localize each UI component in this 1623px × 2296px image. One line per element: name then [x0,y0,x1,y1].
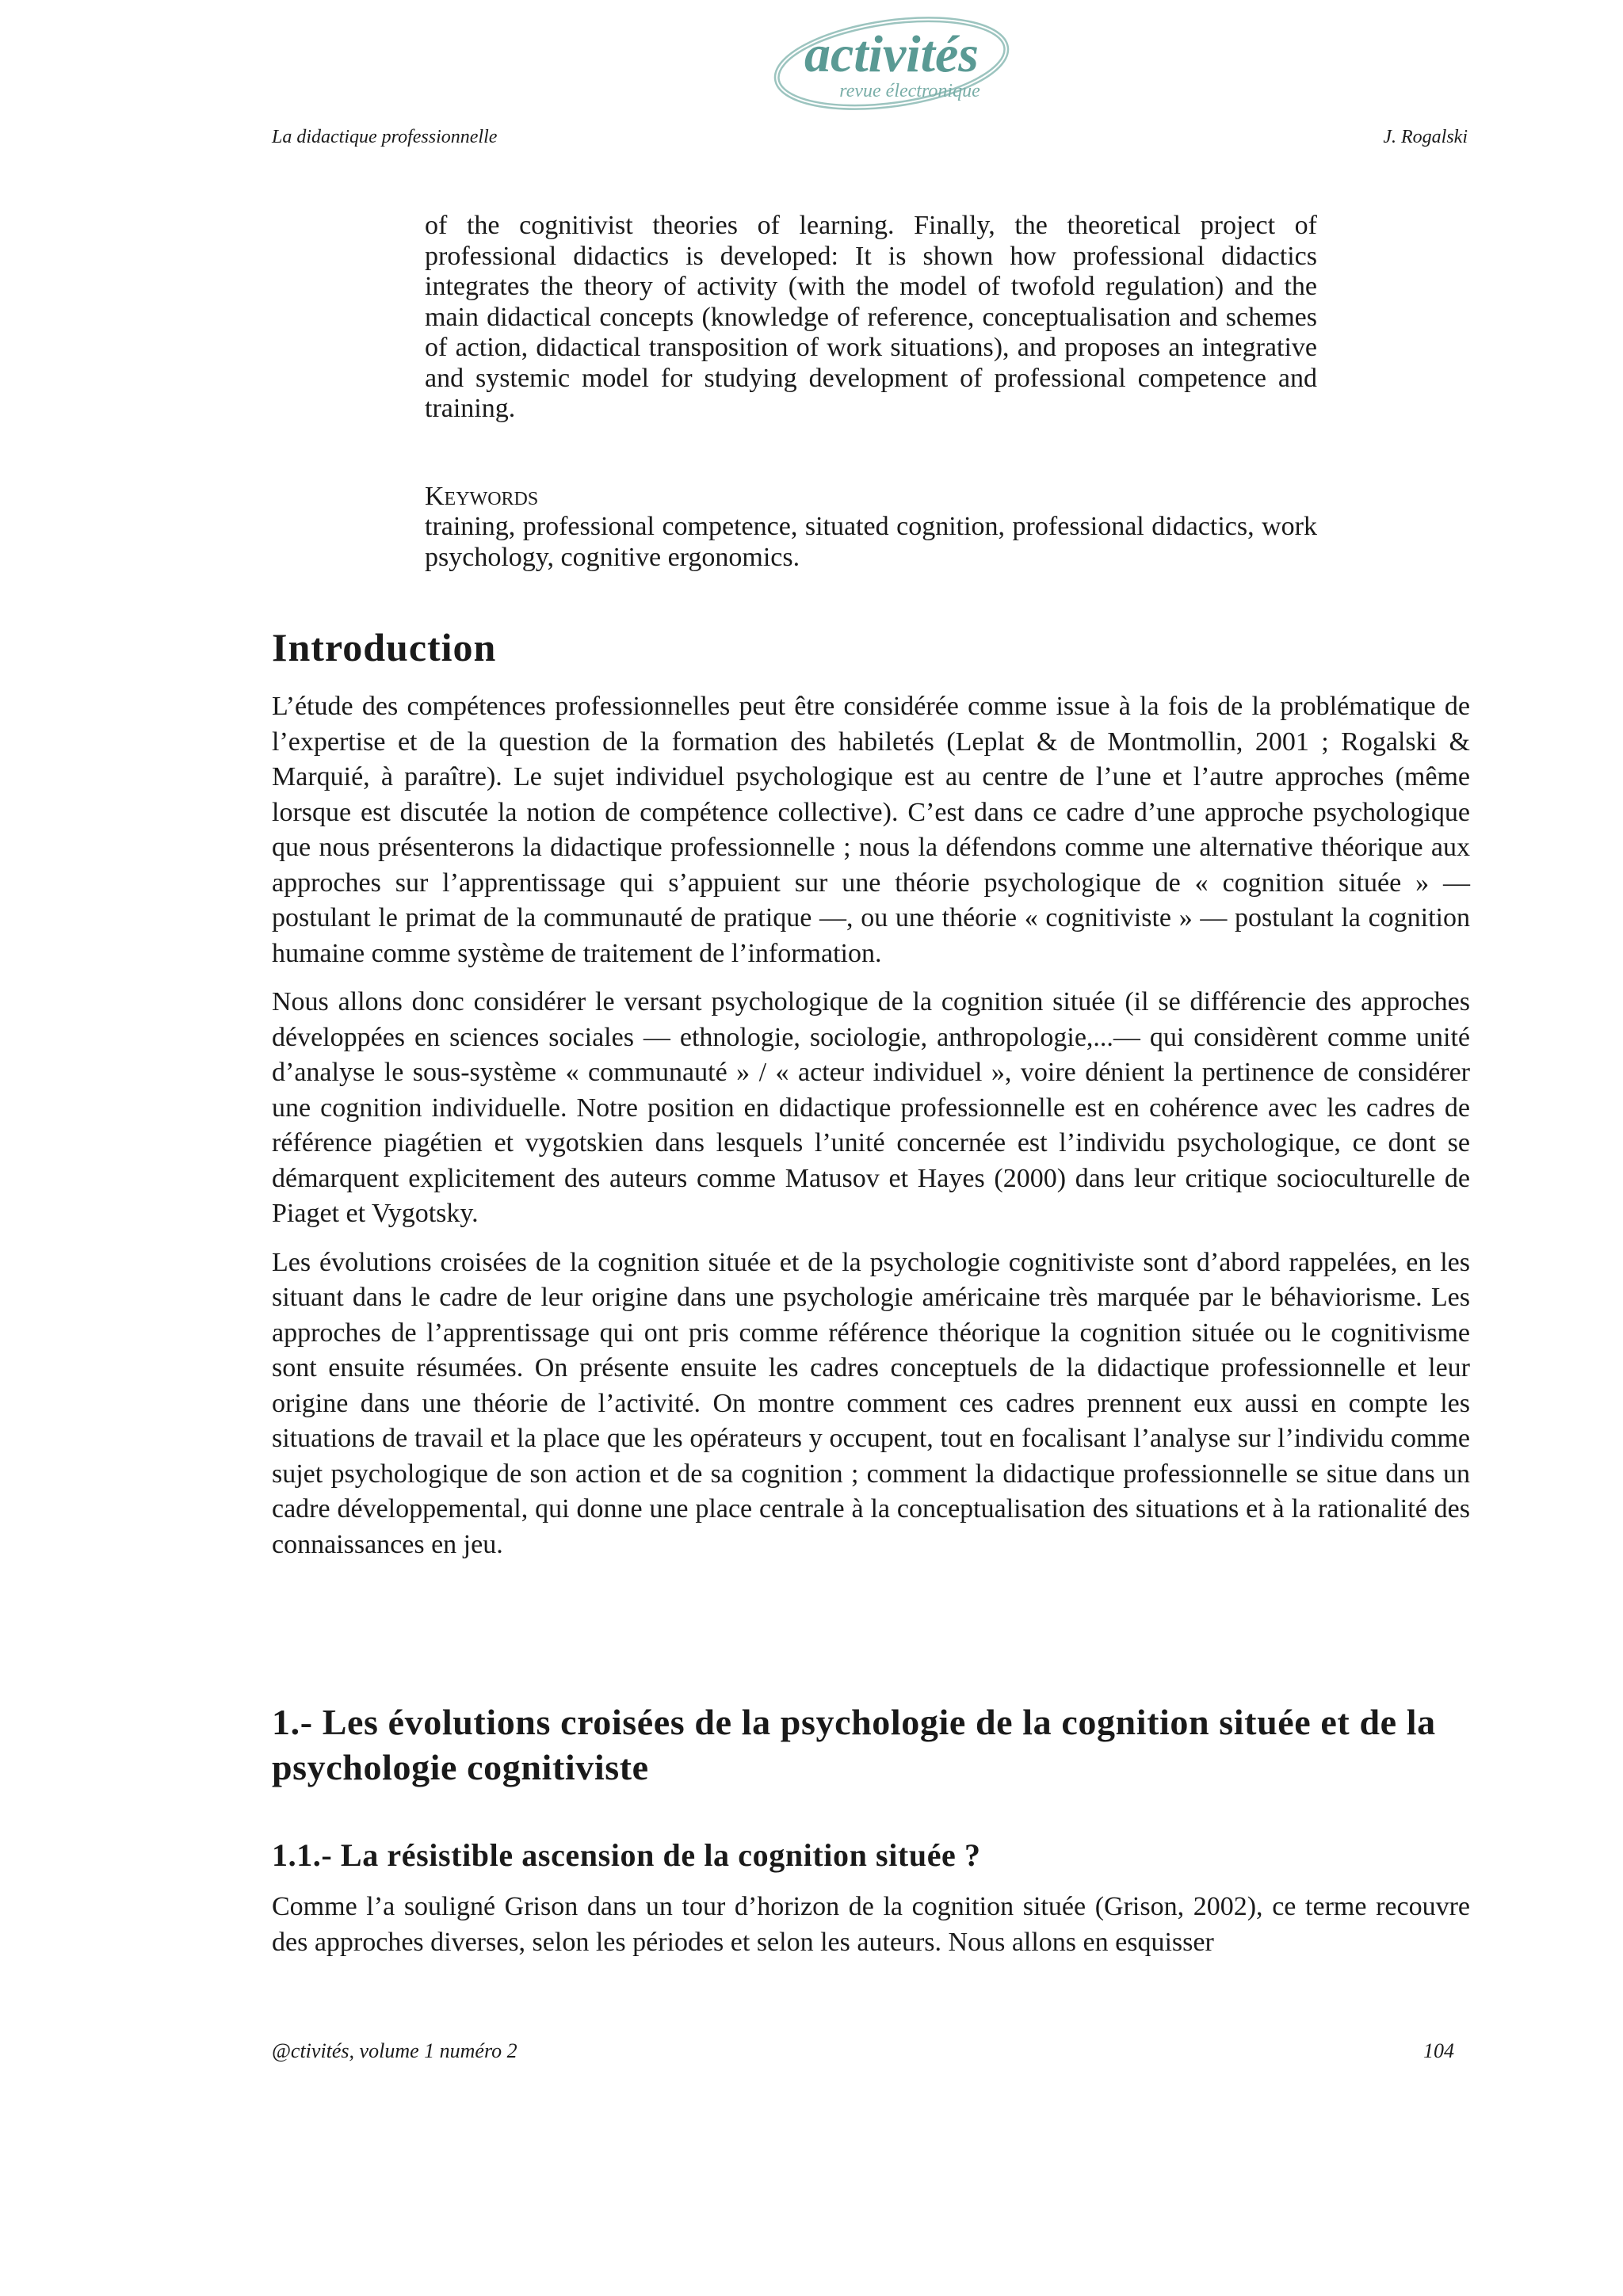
page-number: 104 [1423,2039,1454,2062]
section-heading: 1.- Les évolutions croisées de la psychologie de la cognition située et de la psychologie cognitiviste [272,1702,1436,1787]
logo-word: activités [804,25,979,83]
logo-graphic [769,14,1014,117]
introduction-body [272,689,1470,1576]
paragraph: Nous allons donc considérer le versant psychologique de la cognition située (il se différencie des approches développées en sciences sociales — ethnologie, sociologie, anthropologie,...— qui considèrent comme unité d’analyse le sous-système « communauté » / « acteur individuel », voire dénient la pertinence de considérer une cognition individuelle. Notre position en didactique professionnelle est en cohérence avec les cadres de référence piagétien et vygotskien dans lesquels l’unité concernée est l’individu psychologique, ce dont se démarquent explicitement des auteurs comme Matusov et Hayes (2000) dans leur critique socioculturelle de Piaget et Vygotsky. [272,987,1470,1228]
introduction-heading: Introduction [272,625,497,669]
journal-logo [769,14,1014,117]
paragraph: Comme l’a souligné Grison dans un tour d’horizon de la cognition située (Grison, 2002), ce terme recouvre des approches diverses, selon les périodes et selon les auteurs. Nous allons en esquisser [272,1892,1470,1957]
keywords-title: Keywords [425,482,539,511]
logo-subtitle: revue électronique [839,81,980,101]
keywords-list: training, professional competence, situated cognition, professional didactics, work psychology, cognitive ergonomics. [425,512,1317,572]
paragraph: Les évolutions croisées de la cognition située et de la psychologie cognitiviste sont d’abord rappelées, en les situant dans le cadre de leur origine dans une psychologie américaine très marquée par le béhaviorisme. Les approches de l’apprentissage qui ont pris comme référence théorique la cognition située ou le cognitivisme sont ensuite résumées. On présente ensuite les cadres conceptuels de la didactique professionnelle et leur origine dans une théorie de l’activité. On montre comment ces cadres prennent eux aussi en compte les situations de travail et la place que les opérateurs y occupent, tout en focalisant l’analyse sur l’individu comme sujet psychologique de son action et de sa cognition ; comment la didactique professionnelle se situe dans un cadre développemental, qui donne une place centrale à la conceptualisation des situations et à la rationalité des connaissances en jeu. [272,1247,1470,1559]
running-header-title: La didactique professionnelle [272,127,498,147]
footer-journal: @ctivités, volume 1 numéro 2 [272,2039,517,2062]
paragraph: L’étude des compétences professionnelles peut être considérée comme issue à la fois de la problématique de l’expertise et de la question de la formation des habiletés (Leplat & de Montmollin, 2001 ; Rogalski & Marquié, à paraître). Le sujet individuel psychologique est au centre de l’une et l’autre approches (même lorsque est discutée la notion de compétence collective). C’est dans ce cadre d’une approche psychologique que nous présenterons la didactique professionnelle ; nous la défendons comme une alternative théorique aux approches sur l’apprentissage qui s’appuient sur une théorie psychologique de « cognition située » — postulant le primat de la communauté de pratique —, ou une théorie « cognitiviste » — postulant la cognition humaine comme système de traitement de l’information. [272,692,1470,968]
running-header-author: J. Rogalski [1383,127,1468,147]
abstract-text: of the cognitivist theories of learning. Finally, the theoretical project of professional didactics is developed: It is shown how professional didactics integrates the theory of activity (with the model of twofold regulation) and the main didactical concepts (knowledge of reference, conceptualisation and schemes of action, didactical transposition of work situations), and proposes an integrative and systemic model for studying development of professional competence and training. [425,211,1317,423]
section-body [272,1890,1470,1960]
subsection-heading: 1.1.- La résistible ascension de la cognition située ? [272,1837,981,1873]
